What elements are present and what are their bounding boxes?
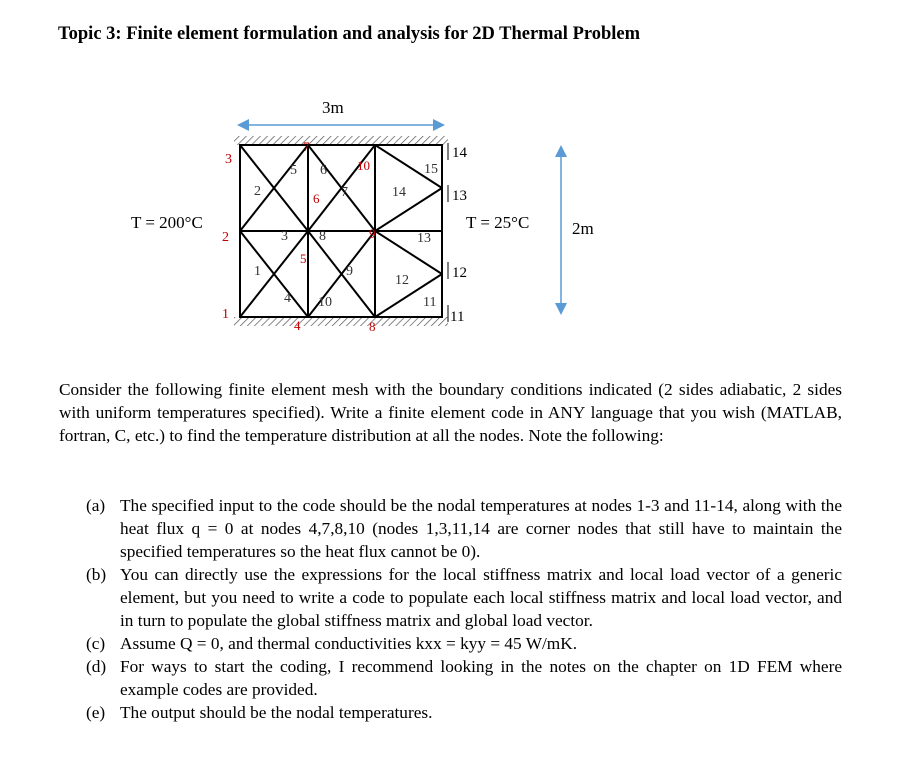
mesh-figure xyxy=(0,0,906,370)
list-item-text: For ways to start the coding, I recommend looking in the notes on the chapter on 1D FEM where example codes are provided. xyxy=(120,657,842,699)
node-label-7: 7 xyxy=(303,139,310,154)
list-item xyxy=(86,632,842,655)
mesh-lines xyxy=(240,145,442,317)
list-marker: (c) xyxy=(86,634,106,653)
element-label-10: 10 xyxy=(318,295,332,310)
list-item xyxy=(86,494,842,563)
element-label-8: 8 xyxy=(319,229,326,244)
list-item xyxy=(86,563,842,632)
element-label-5: 5 xyxy=(290,163,297,178)
list-item-text: You can directly use the expressions for the local stiffness matrix and local load vector of a generic element, but you need to write a code to populate each local stiffness matrix and local load vector, and in turn to populate the global stiffness matrix and global load vector. xyxy=(120,565,842,630)
node-label-6: 6 xyxy=(313,191,320,206)
list-marker: (d) xyxy=(86,657,107,676)
list-item xyxy=(86,701,842,724)
node-label-9: 9 xyxy=(369,226,376,241)
right-temperature-label: T = 25°C xyxy=(466,213,530,232)
element-label-14: 14 xyxy=(392,185,406,200)
element-label-13: 13 xyxy=(417,231,431,246)
node-label-13: 13 xyxy=(452,188,467,204)
list-item xyxy=(86,655,842,701)
requirements-list xyxy=(86,494,842,724)
bottom-insulated-boundary xyxy=(234,317,448,326)
node-label-3: 3 xyxy=(225,152,232,167)
page-title: Topic 3: Finite element formulation and analysis for 2D Thermal Problem xyxy=(58,24,641,44)
element-label-12: 12 xyxy=(395,273,409,288)
element-label-15: 15 xyxy=(424,162,438,177)
element-label-2: 2 xyxy=(254,184,261,199)
node-label-11: 11 xyxy=(450,309,465,325)
left-temperature-label: T = 200°C xyxy=(131,213,203,232)
element-label-11: 11 xyxy=(423,295,437,310)
element-label-9: 9 xyxy=(346,264,353,279)
list-marker: (a) xyxy=(86,496,106,515)
element-label-6: 6 xyxy=(320,163,327,178)
element-label-1: 1 xyxy=(254,264,261,279)
element-label-4: 4 xyxy=(284,291,291,306)
node-label-14: 14 xyxy=(452,145,467,161)
node-label-10: 10 xyxy=(357,158,370,173)
node-label-12: 12 xyxy=(452,265,467,281)
list-marker: (b) xyxy=(86,565,107,584)
list-marker: (e) xyxy=(86,703,106,722)
top-insulated-boundary xyxy=(234,136,448,145)
node-label-1: 1 xyxy=(222,307,229,322)
list-item-text: Assume Q = 0, and thermal conductivities kxx = kyy = 45 W/mK. xyxy=(120,634,578,653)
width-label: 3m xyxy=(322,98,344,117)
node-label-2: 2 xyxy=(222,230,229,245)
node-label-5: 5 xyxy=(300,251,307,266)
node-label-4: 4 xyxy=(294,318,301,333)
element-label-3: 3 xyxy=(281,229,288,244)
list-item-text: The output should be the nodal temperatures. xyxy=(120,703,433,722)
list-item-text: The specified input to the code should be the nodal temperatures at nodes 1-3 and 11-14, along with the heat flux q = 0 at nodes 4,7,8,10 (nodes 1,3,11,14 are corner nodes that still have to maintain the specified temperatures so the heat flux cannot be 0). xyxy=(120,496,842,561)
problem-description: Consider the following finite element mesh with the boundary conditions indicated (2 sides adiabatic, 2 sides with uniform temperatures specified). Write a finite element code in ANY language that you wish (MATLAB, fortran, C, etc.) to find the temperature distribution at all the nodes. Note the following: xyxy=(59,380,842,445)
height-label: 2m xyxy=(572,219,594,238)
element-label-7: 7 xyxy=(341,185,348,200)
node-label-8: 8 xyxy=(369,319,376,334)
